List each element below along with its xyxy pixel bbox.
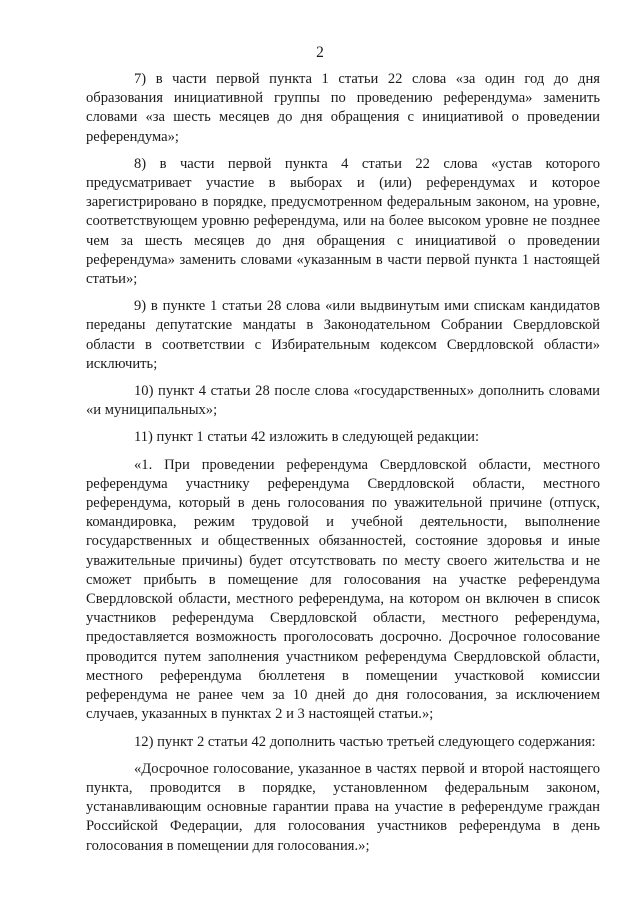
paragraph-item-11: 11) пункт 1 статьи 42 изложить в следующей редакции: xyxy=(134,429,480,446)
paragraph-item-7: 7) в части первой пункта 1 статьи 22 слова «за один год до дня образования инициативной группы по проведению референдума» заменить словами «за шесть месяцев до дня обращения с инициативой о проведении референдума»; xyxy=(86,71,600,145)
document-body xyxy=(86,70,600,864)
paragraph-item-12: 12) пункт 2 статьи 42 дополнить частью третьей следующего содержания: xyxy=(134,733,596,750)
page-number: 2 xyxy=(316,44,324,61)
paragraph-item-10: 10) пункт 4 статьи 28 после слова «государственных» дополнить словами «и муниципальных»; xyxy=(86,383,600,419)
paragraph-item-8: 8) в части первой пункта 4 статьи 22 слова «устав которого предусматривает участие в выборах и (или) референдумах и которое зарегистрировано в порядке, предусмотренном федеральным законом, на уровне, соответствующем уровню референдума, или на более высоком уровне не позднее чем за шесть месяцев до дня обращения с инициативой о проведении референдума» заменить словами «указанным в части первой пункта 1 настоящей статьи»; xyxy=(86,155,600,288)
paragraph-item-9: 9) в пункте 1 статьи 28 слова «или выдвинутым ими спискам кандидатов переданы депутатские мандаты в Законодательном Собрании Свердловской области в соответствии с Избирательным кодексом Свердловской области» исключить; xyxy=(86,298,600,372)
paragraph-quote-article-42-point-1: «1. При проведении референдума Свердловской области, местного референдума участнику референдума Свердловской области, местного референдума, который в день голосования по уважительной причине (отпуск, командировка, режим трудовой и учебной деятельности, выполнение государственных и общественных обязанностей, состояние здоровья и иные уважительные причины) будет отсутствовать по месту своего жительства и не сможет прибыть в помещение для голосования на участке референдума Свердловской области, местного референдума, на котором он включен в список участников референдума Свердловской области, местного референдума, предоставляется возможность проголосовать досрочно. Досрочное голосование проводится путем заполнения участником референдума Свердловской области, местного референдума бюллетеня в помещении участковой комиссии референдума не ранее чем за 10 дней до дня голосования, за исключением случаев, указанных в пунктах 2 и 3 настоящей статьи.»; xyxy=(86,456,600,723)
paragraph-quote-article-42-point-2: «Досрочное голосование, указанное в частях первой и второй настоящего пункта, проводится в порядке, установленном федеральным законом, устанавливающим основные гарантии права на участие в референдуме граждан Российской Федерации, для голосования участников референдума в день голосования в помещении для голосования.»; xyxy=(86,760,600,854)
